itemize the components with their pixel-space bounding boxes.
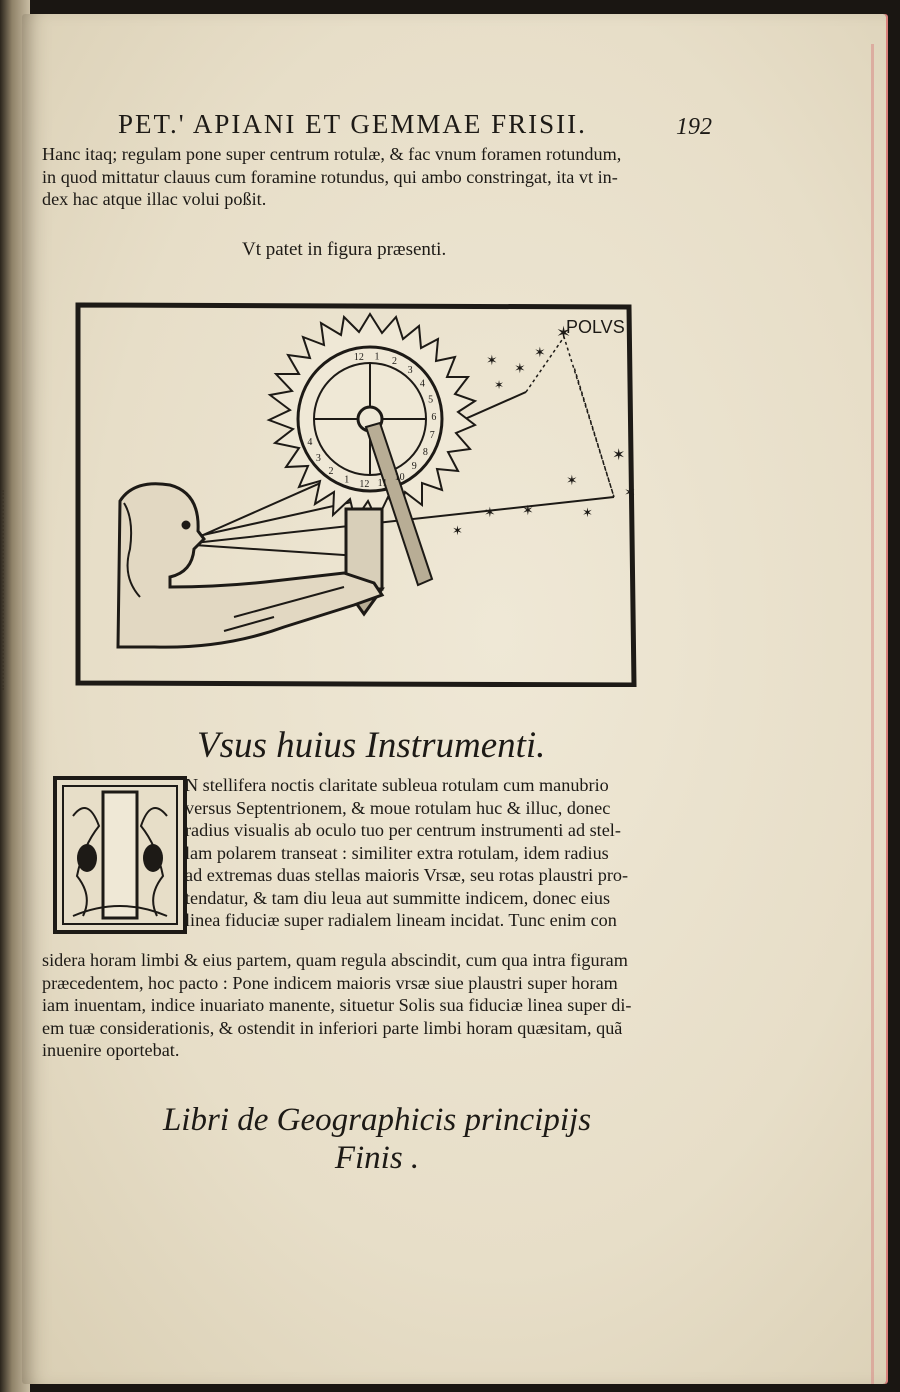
svg-text:✶: ✶ [556,323,572,343]
dial-numeral: 10 [394,471,405,483]
figure-caption: Vt patet in figura præsenti. [242,239,447,260]
dial-numeral: 3 [407,365,413,377]
previous-page-edge [2,490,14,690]
constellation-lines [526,337,614,497]
dial-numeral: 7 [429,430,435,442]
intro-paragraph [42,143,722,211]
dial-numeral: 3 [315,452,321,464]
text-line: Hanc itaq; regulam pone super centrum rotulæ, & fac vnum foramen rotundum, [42,144,622,164]
page-number: 192 [676,114,712,140]
svg-text:✶: ✶ [486,354,498,369]
svg-text:✶: ✶ [582,505,593,520]
text-line: tendatur, & tam diu leua aut summitte indicem, donec eius [185,887,611,908]
text-line: lam polarem transeat : similiter extra rotulam, idem radius [185,842,609,863]
text-line: in quod mittatur clauus cum foramine rotundus, qui ambo constringat, ita vt in- [42,166,618,187]
dial-numeral: 6 [431,412,437,424]
dial-numeral: 8 [422,447,428,458]
observer-figure [118,484,382,647]
book-page [22,14,886,1384]
polus-label: POLVS [566,317,625,337]
svg-text:✶: ✶ [624,486,636,501]
text-line: præcedentem, hoc pacto : Pone indicem maioris vrsæ siue plaustri super horam [42,972,618,993]
svg-text:✶: ✶ [494,378,505,392]
page-edge [871,44,874,1384]
running-head: PET.' APIANI ET GEMMAE FRISII. [118,109,587,139]
dial-numeral: 12 [359,478,370,490]
text-line: inuenire oportebat. [42,1040,180,1060]
colophon-line: Libri de Geographicis principijs [162,1102,592,1138]
dial-numeral: 4 [419,378,425,390]
section-heading: Vsus huius Instrumenti. [197,725,546,766]
text-line: sidera horam limbi & eius partem, quam regula abscindit, cum qua intra figuram [42,950,628,970]
svg-text:✶: ✶ [612,447,626,464]
body-paragraph [185,774,725,932]
text-line: em tuæ considerationis, & ostendit in inferiori parte limbi horam quæsitam, quã [42,1017,623,1038]
text-line: iam inuentam, indice inuariato manente, situetur Solis sua fiduciæ linea super di- [42,995,632,1015]
text-line: ad extremas duas stellas maioris Vrsæ, seu rotas plaustri pro- [185,865,629,885]
text-line: N stellifera noctis claritate subleua rotulam cum manubrio [185,775,609,795]
text-line: radius visualis ab oculo tuo per centrum instrumenti ad stel- [185,820,621,840]
dial-numeral: 5 [428,394,434,406]
dial-numeral: 4 [307,436,313,448]
stars [452,323,636,538]
colophon [157,1101,597,1177]
dial [269,314,475,614]
woodcut-figure [74,287,660,687]
dial-numeral: 9 [411,461,417,473]
text-line: versus Septentrionem, & moue rotulam huc & illuc, donec [185,797,611,818]
svg-text:✶: ✶ [534,346,546,361]
body-paragraph-continued [42,949,722,1062]
svg-text:✶: ✶ [566,474,578,489]
svg-text:✶: ✶ [522,504,534,519]
dial-numeral: 2 [392,355,397,367]
svg-text:✶: ✶ [514,362,526,377]
decorated-initial [53,776,187,934]
dial-numeral: 1 [344,474,350,486]
dial-numeral: 12 [353,352,364,363]
svg-text:✶: ✶ [452,523,463,538]
text-line: linea fiduciæ super radialem lineam incidat. Tunc enim con [185,910,617,930]
dial-numeral: 11 [377,477,388,489]
text-line: dex hac atque illac volui poßit. [42,189,267,209]
colophon-finis: Finis . [334,1140,420,1176]
dial-numeral: 1 [374,351,380,363]
svg-text:✶: ✶ [484,506,496,521]
dial-numeral: 2 [328,465,334,477]
